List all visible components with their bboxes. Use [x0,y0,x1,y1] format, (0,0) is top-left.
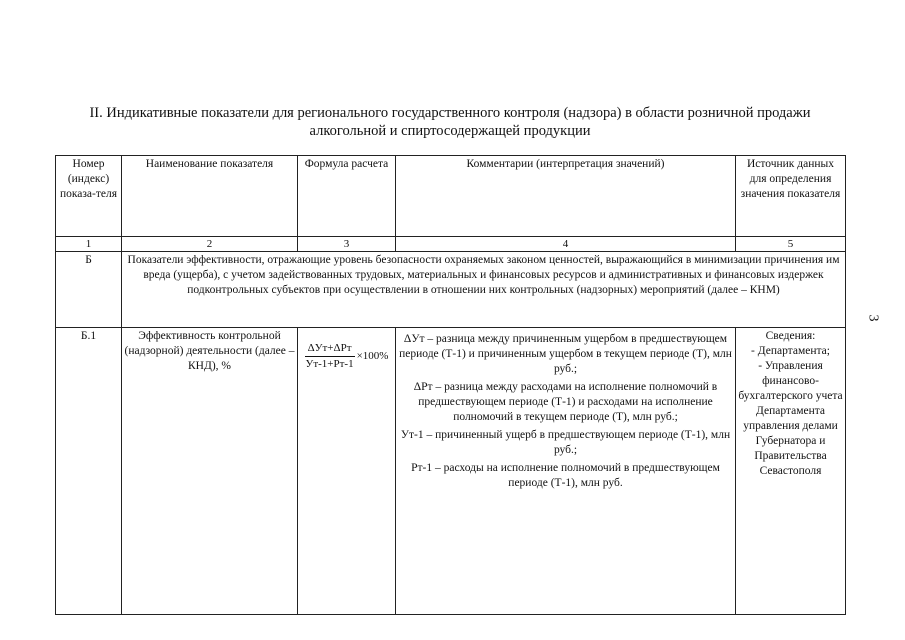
comment-delta-p: ΔРт – разница между расходами на исполнение полномочий в предшествующем периоде (Т-1) и расходами на исполнение полномочий в текущем периоде (Т), млн руб.; [413,381,718,423]
header-formula: Формула расчета [298,156,396,237]
section-index: Б [56,252,122,328]
header-index: Номер (индекс) показа-теля [56,156,122,237]
section-title [40,104,860,140]
row-comments [396,328,736,615]
row-formula [298,328,396,615]
table-row [56,328,846,615]
row-source [736,328,846,615]
comment-delta-u: ΔУт – разница между причиненным ущербом в предшествующем периоде (Т-1) и причиненным ущербом в текущем периоде (Т), млн руб.; [399,333,732,375]
source-item: - Управления финансово-бухгалтерского учета Департамента управления делами Губернатора и Правительства Севастополя [738,360,843,477]
formula-denominator: Ут-1+Рт-1 [305,358,354,370]
column-number: 2 [122,237,298,252]
indicators-table [55,155,846,615]
source-heading: Сведения: [765,330,816,342]
column-number: 5 [736,237,846,252]
column-number: 3 [298,237,396,252]
column-number: 1 [56,237,122,252]
column-number: 4 [396,237,736,252]
comment-u-prev: Ут-1 – причиненный ущерб в предшествующем периоде (Т-1), млн руб.; [400,429,731,456]
table-header-row [56,156,846,237]
formula-multiplier: ×100% [356,350,389,362]
row-index: Б.1 [56,328,122,615]
section-row [56,252,846,328]
header-source: Источник данных для определения значения показателя [736,156,846,237]
column-number-row [56,237,846,252]
title-line-2: алкогольной и спиртосодержащей продукции [309,123,591,139]
row-indicator-name: Эффективность контрольной (надзорной) деятельности (далее – КНД), % [122,328,298,615]
formula-numerator: ΔУт+ΔРт [305,341,355,357]
header-name: Наименование показателя [122,156,298,237]
section-description: Показатели эффективности, отражающие уровень безопасности охраняемых законом ценностей, выражающийся в минимизации причинения им вреда (ущерба), с учетом задействованных трудовых, материальных и финансовых ресурсов и административных и финансовых издержек подконтрольных субъектов при осуществлении в отношении них контрольных (надзорных) мероприятий (далее – КНМ) [122,252,846,328]
page-number: 3 [865,314,881,322]
formula-fraction [305,341,389,372]
title-line-1: II. Индикативные показатели для регионального государственного контроля (надзора) в области розничной продажи [89,105,811,121]
source-item: - Департамента; [751,345,830,357]
comment-p-prev: Рт-1 – расходы на исполнение полномочий в предшествующем периоде (Т-1), млн руб. [411,462,720,489]
header-comments: Комментарии (интерпретация значений) [396,156,736,237]
